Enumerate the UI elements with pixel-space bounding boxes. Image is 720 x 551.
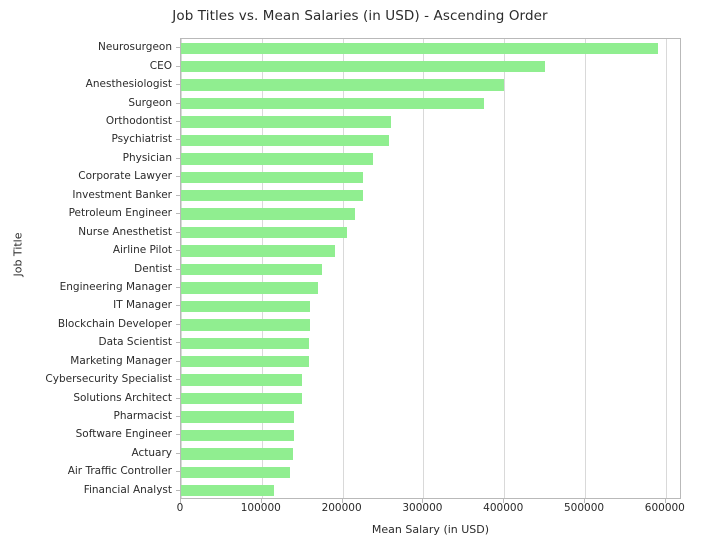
- y-axis-label: Actuary: [131, 446, 172, 459]
- x-axis-label: 0: [176, 502, 184, 514]
- bar[interactable]: [181, 245, 335, 256]
- y-axis-label: Engineering Manager: [59, 280, 172, 293]
- bar[interactable]: [181, 393, 302, 404]
- y-axis-label: IT Manager: [113, 299, 172, 312]
- bar[interactable]: [181, 227, 347, 238]
- x-axis-title: Mean Salary (in USD): [371, 523, 490, 536]
- bar[interactable]: [181, 374, 302, 385]
- bar[interactable]: [181, 172, 363, 183]
- y-axis-label: Nurse Anesthetist: [78, 225, 172, 238]
- y-axis-label: Data Scientist: [98, 336, 172, 349]
- bar[interactable]: [181, 98, 484, 109]
- y-axis-label: Orthodontist: [105, 114, 172, 127]
- y-axis-label: Petroleum Engineer: [68, 207, 172, 220]
- chart-title: Job Titles vs. Mean Salaries (in USD) - Ascending Order: [172, 8, 548, 24]
- y-axis-label: Blockchain Developer: [57, 317, 172, 330]
- x-axis-label: 600000: [644, 502, 685, 514]
- y-axis-label: Software Engineer: [75, 428, 172, 441]
- plot-area: [180, 38, 681, 499]
- y-axis-label: Neurosurgeon: [98, 41, 172, 54]
- bar[interactable]: [181, 356, 309, 367]
- y-axis-label: Air Traffic Controller: [67, 465, 172, 478]
- x-axis-label: 300000: [402, 502, 443, 514]
- bar[interactable]: [181, 43, 658, 54]
- bar[interactable]: [181, 485, 274, 496]
- bar[interactable]: [181, 448, 293, 459]
- y-axis-label: Marketing Manager: [70, 354, 172, 367]
- bar[interactable]: [181, 116, 391, 127]
- bar[interactable]: [181, 153, 373, 164]
- x-axis-label: 400000: [483, 502, 524, 514]
- bar[interactable]: [181, 208, 355, 219]
- y-axis-title: Job Title: [11, 232, 25, 277]
- y-axis-label: Dentist: [134, 262, 172, 275]
- bar[interactable]: [181, 135, 389, 146]
- y-axis-label: Airline Pilot: [112, 244, 172, 257]
- bar[interactable]: [181, 467, 290, 478]
- bar[interactable]: [181, 282, 318, 293]
- y-axis-label: Anesthesiologist: [85, 78, 172, 91]
- x-axis-label: 500000: [563, 502, 605, 514]
- y-axis-tick-labels: [0, 38, 172, 499]
- y-axis-label: CEO: [149, 59, 172, 72]
- x-axis-label: 100000: [240, 502, 281, 514]
- bar[interactable]: [181, 338, 309, 349]
- bar[interactable]: [181, 430, 294, 441]
- y-axis-label: Solutions Architect: [73, 391, 172, 404]
- y-axis-label: Psychiatrist: [111, 133, 172, 146]
- y-axis-label: Pharmacist: [113, 410, 172, 423]
- y-axis-label: Investment Banker: [72, 188, 172, 201]
- bar[interactable]: [181, 190, 363, 201]
- x-axis-label: 200000: [321, 502, 362, 514]
- y-axis-label: Physician: [122, 151, 172, 164]
- y-axis-label: Surgeon: [128, 96, 172, 109]
- bar[interactable]: [181, 264, 322, 275]
- bar[interactable]: [181, 61, 545, 72]
- bar[interactable]: [181, 411, 294, 422]
- bar[interactable]: [181, 319, 310, 330]
- bar[interactable]: [181, 301, 310, 312]
- bar[interactable]: [181, 79, 504, 90]
- y-axis-label: Corporate Lawyer: [78, 170, 172, 183]
- y-axis-label: Cybersecurity Specialist: [45, 373, 172, 386]
- y-axis-label: Financial Analyst: [83, 483, 172, 496]
- x-axis-tick-labels: [176, 502, 685, 522]
- bar-series: [181, 39, 680, 498]
